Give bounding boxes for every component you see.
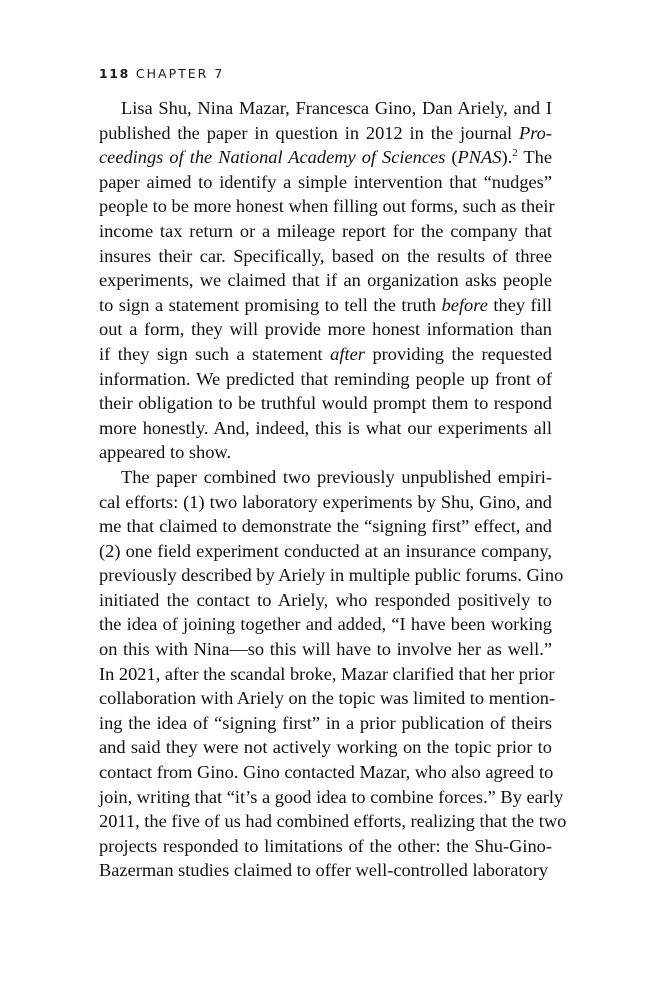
text-line: [99, 662, 555, 687]
text-line: [99, 391, 552, 416]
text-run: The: [517, 147, 553, 168]
text-run: Lisa Shu, Nina Mazar, Francesca Gino, Dan Ariely, and I: [121, 98, 552, 118]
text-run: published the paper in question in 2012 in the journal: [99, 122, 519, 143]
text-run: (2) one field experiment conducted at an insurance company,: [99, 540, 552, 561]
text-run: ing the idea of “signing first” in a prior publication of theirs: [99, 712, 552, 733]
text-run: they fill: [487, 294, 553, 315]
text-run: experiments, we claimed that if an organization asks people: [99, 270, 552, 291]
text-line: [99, 858, 552, 883]
text-run: 2011, the five of us had combined efforts, realizing that the two: [99, 811, 567, 832]
text-run: cal efforts: (1) two laboratory experiments by Shu, Gino, and: [99, 491, 552, 512]
text-line: [99, 760, 552, 785]
text-run: The paper combined two previously unpublished empiri-: [121, 466, 552, 487]
italic-text: Pro-: [518, 122, 552, 143]
text-run: collaboration with Ariely on the topic was limited to mention-: [99, 688, 556, 709]
text-run: to sign a statement promising to tell the truth: [99, 294, 442, 315]
paragraph: [99, 465, 567, 883]
text-run: appeared to show.: [99, 442, 232, 463]
text-run: (: [445, 147, 458, 168]
page-number: 118: [99, 66, 130, 81]
text-line: [99, 711, 552, 736]
text-line: [99, 440, 552, 465]
text-run: ).: [501, 147, 513, 168]
text-line: [99, 219, 552, 244]
text-run: me that claimed to demonstrate the “signing first” effect, and: [99, 516, 552, 537]
text-run: join, writing that “it’s a good idea to combine forces.” By early: [99, 786, 564, 807]
text-line: [99, 244, 552, 269]
text-run: out a form, they will provide more honest information than: [99, 319, 552, 340]
text-run: their obligation to be truthful would prompt them to respond: [99, 393, 552, 414]
text-line: [99, 170, 552, 195]
text-line: [99, 145, 552, 170]
text-run: contact from Gino. Gino contacted Mazar, who also agreed to: [99, 762, 554, 783]
italic-text: ceedings of the National Academy of Sciences: [99, 147, 446, 168]
body-text: [99, 96, 567, 883]
text-line: [99, 637, 552, 662]
text-run: initiated the contact to Ariely, who responded positively to: [99, 589, 552, 610]
text-line: [99, 612, 552, 637]
text-line: [99, 416, 552, 441]
text-run: information. We predicted that reminding people up front of: [99, 368, 552, 389]
text-line: [99, 121, 552, 146]
text-line: [99, 563, 564, 588]
text-run: Bazerman studies claimed to offer well-controlled laboratory: [99, 860, 549, 881]
text-run: providing the requested: [364, 343, 552, 364]
paragraph: [99, 96, 555, 465]
text-run: insures their car. Specifically, based on the results of three: [99, 245, 552, 266]
text-line: [99, 809, 567, 834]
text-run: if they sign such a statement: [99, 343, 331, 364]
text-line: [99, 367, 552, 392]
text-line: [99, 293, 552, 318]
text-run: more honestly. And, indeed, this is what our experiments all: [99, 417, 552, 438]
text-line: [99, 785, 564, 810]
text-line: [99, 834, 552, 859]
text-line: [99, 465, 552, 490]
text-run: paper aimed to identify a simple intervention that “nudges”: [99, 171, 552, 192]
text-line: [99, 686, 556, 711]
text-run: previously described by Ariely in multiple public forums. Gino: [99, 565, 564, 586]
text-run: income tax return or a mileage report for the company that: [99, 220, 552, 241]
text-line: [99, 735, 552, 760]
text-run: people to be more honest when filling out forms, such as their: [99, 196, 555, 217]
text-line: [99, 588, 552, 613]
text-line: [99, 194, 555, 219]
text-run: In 2021, after the scandal broke, Mazar clarified that her prior: [99, 663, 555, 684]
text-line: [99, 96, 552, 121]
text-line: [99, 268, 552, 293]
italic-text: after: [330, 343, 365, 364]
running-head: [99, 66, 224, 81]
footnote-marker: 2: [512, 147, 518, 160]
chapter-label: CHAPTER 7: [135, 66, 225, 81]
text-line: [99, 539, 552, 564]
italic-text: PNAS: [457, 147, 502, 168]
text-run: projects responded to limitations of the other: the Shu-Gino-: [99, 835, 552, 856]
text-run: and said they were not actively working on the topic prior to: [99, 737, 552, 758]
text-run: the idea of joining together and added, “I have been working: [99, 614, 552, 635]
text-line: [99, 490, 552, 515]
text-line: [99, 317, 552, 342]
italic-text: before: [441, 294, 488, 315]
text-run: on this with Nina—so this will have to involve her as well.”: [99, 639, 552, 660]
text-line: [99, 342, 552, 367]
text-line: [99, 514, 552, 539]
